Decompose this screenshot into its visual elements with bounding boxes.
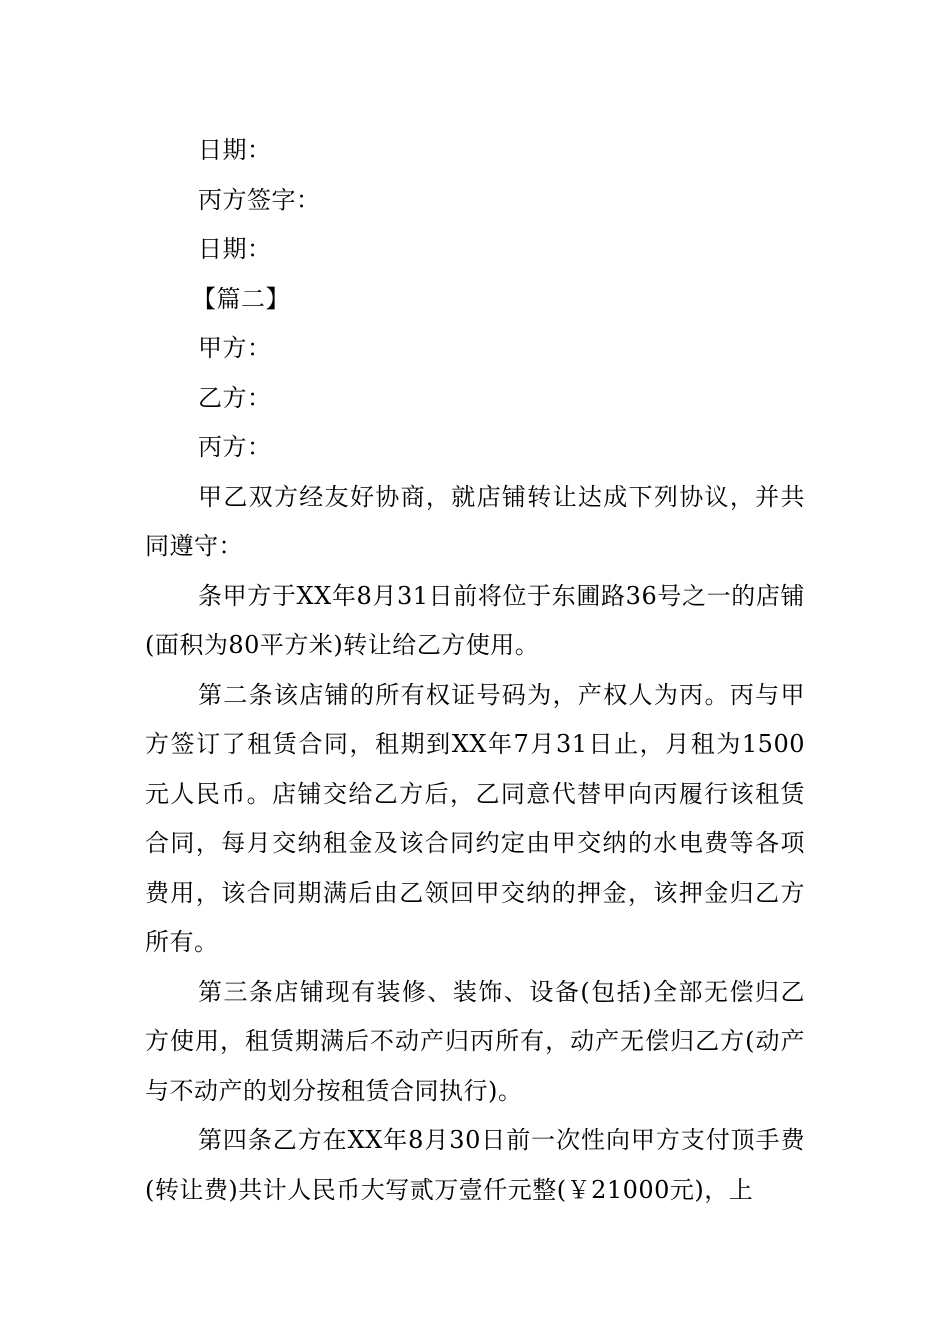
date-field-label: 日期： xyxy=(198,136,272,164)
article-3-paragraph: 第三条店铺现有装修、装饰、设备(包括)全部无偿归乙方使用，租赁期满后不动产归丙所有，动产无偿归乙方(动产与不动产的划分按租赁合同执行)。 xyxy=(145,977,805,1105)
article-2-paragraph: 第二条该店铺的所有权证号码为，产权人为丙。丙与甲方签订了租赁合同，租期到XX年7月31日止，月租为1500元人民币。店铺交给乙方后，乙同意代替甲向丙履行该租赁合同，每月交纳租金及该合同约定由甲交纳的水电费等各项费用，该合同期满后由乙领回甲交纳的押金，该押金归乙方所有。 xyxy=(145,680,805,956)
party-a-label: 甲方： xyxy=(198,334,272,362)
section-heading: 【篇二】 xyxy=(192,284,290,313)
article-1-paragraph: 条甲方于XX年8月31日前将位于东圃路36号之一的店铺(面积为80平方米)转让给乙方使用。 xyxy=(145,581,805,659)
party-c-signature-label: 丙方签字： xyxy=(198,185,321,214)
agreement-intro-paragraph: 甲乙双方经友好协商，就店铺转让达成下列协议，并共同遵守： xyxy=(145,482,805,560)
article-4-paragraph: 第四条乙方在XX年8月30日前一次性向甲方支付顶手费(转让费)共计人民币大写贰万壹仟元整(￥21000元)，上 xyxy=(145,1126,805,1204)
party-b-label: 乙方： xyxy=(198,383,272,412)
date-field-label: 日期： xyxy=(198,235,272,263)
document-body xyxy=(145,126,805,1215)
party-c-label: 丙方： xyxy=(198,433,272,461)
